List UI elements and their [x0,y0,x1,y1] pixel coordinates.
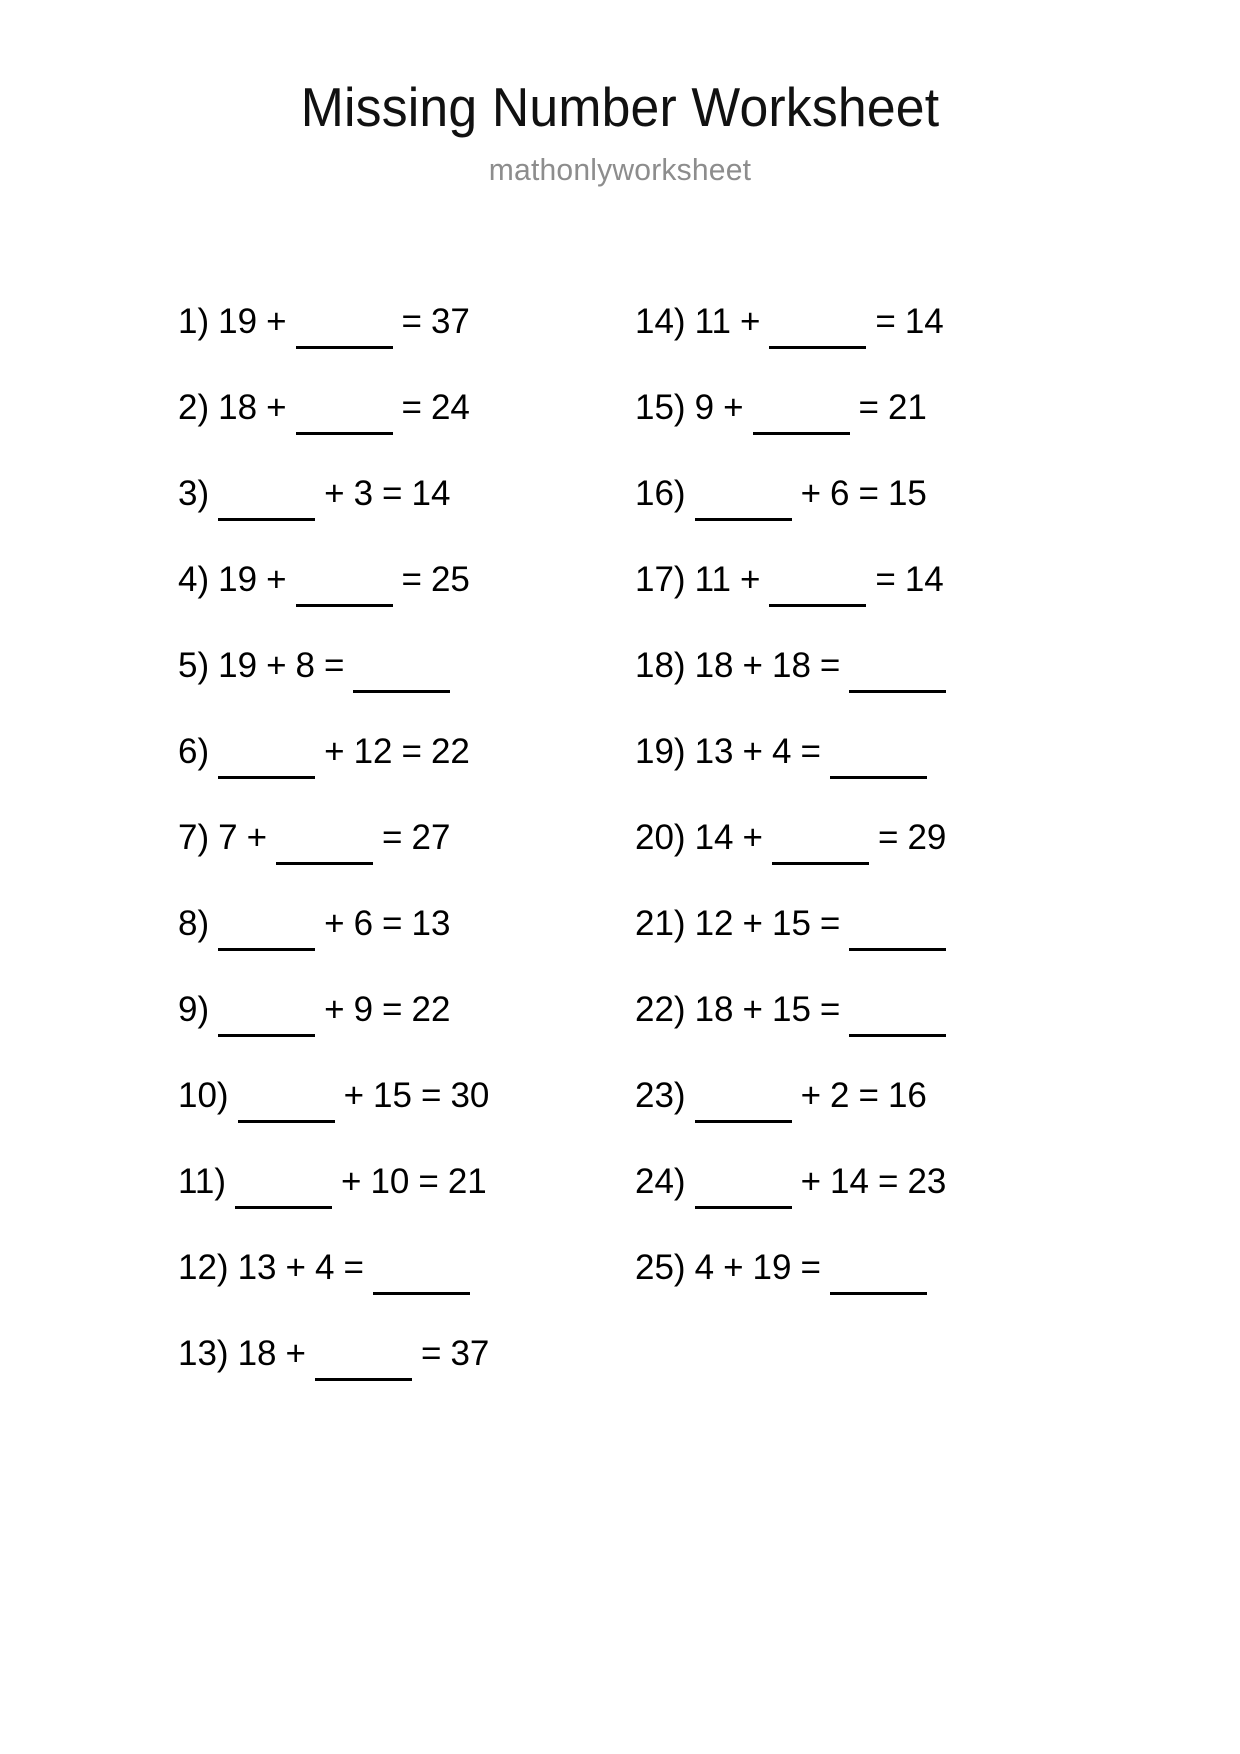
plus-operator: + [800,474,822,513]
problem-row [178,816,628,902]
equals-operator: = [819,646,841,685]
answer-blank[interactable] [218,1000,315,1037]
equals-operator: = [819,990,841,1029]
second-operand: 19 [752,1248,792,1287]
equals-operator: = [800,1248,821,1287]
second-operand: 14 [830,1162,869,1201]
problem-row [178,1160,628,1246]
equals-operator: = [401,732,422,771]
equals-operator: = [418,1162,439,1201]
second-operand: 12 [353,732,393,771]
first-operand: 4 [694,1248,715,1287]
problem-number: 18) [635,646,686,685]
problem-row [178,558,628,644]
problem-number: 25) [635,1248,686,1287]
answer-blank[interactable] [238,1086,335,1123]
problem-row [178,902,628,988]
problem-number: 11) [178,1162,226,1201]
problem-number: 12) [178,1248,229,1287]
result-value: 15 [887,474,927,513]
plus-operator: + [800,1076,822,1115]
answer-blank[interactable] [296,312,393,349]
problem-number: 4) [178,560,210,599]
second-operand: 10 [370,1162,410,1201]
page-subtitle: mathonlyworksheet [488,152,752,188]
result-value: 24 [430,388,470,427]
problem-number: 6) [178,732,210,771]
problem-row [635,1246,1095,1332]
plus-operator: + [266,646,287,685]
answer-blank[interactable] [830,1258,927,1295]
equals-operator: = [401,388,422,427]
result-value: 16 [887,1076,927,1115]
problem-row [178,730,628,816]
result-value: 22 [411,990,451,1029]
first-operand: 19 [218,302,258,341]
second-operand: 9 [353,990,374,1029]
plus-operator: + [742,646,763,685]
plus-operator: + [723,1248,744,1287]
answer-blank[interactable] [849,656,946,693]
problem-grid [0,300,1240,1418]
result-value: 13 [411,904,451,943]
problem-number: 19) [635,732,686,771]
answer-blank[interactable] [769,570,866,607]
equals-operator: = [420,1076,442,1115]
plus-operator: + [246,818,268,857]
plus-operator: + [739,302,761,341]
equals-operator: = [877,818,899,857]
result-value: 29 [907,818,947,857]
answer-blank[interactable] [276,828,373,865]
problem-number: 3) [178,474,210,513]
answer-blank[interactable] [695,484,792,521]
problem-row [635,300,1095,386]
result-value: 14 [411,474,451,513]
second-operand: 4 [314,1248,335,1287]
first-operand: 11 [694,302,731,341]
equals-operator: = [382,474,403,513]
second-operand: 18 [771,646,811,685]
result-value: 14 [904,560,944,599]
problem-number: 22) [635,990,686,1029]
answer-blank[interactable] [772,828,869,865]
equals-operator: = [875,560,896,599]
first-operand: 14 [694,818,734,857]
second-operand: 15 [373,1076,412,1115]
plus-operator: + [341,1162,362,1201]
plus-operator: + [266,302,287,341]
first-operand: 12 [694,904,734,943]
plus-operator: + [742,904,763,943]
second-operand: 2 [830,1076,850,1115]
result-value: 21 [887,388,927,427]
second-operand: 6 [830,474,850,513]
result-value: 23 [907,1162,947,1201]
first-operand: 13 [694,732,734,771]
plus-operator: + [742,818,763,857]
problem-number: 16) [635,474,686,513]
first-operand: 7 [218,818,238,857]
equals-operator: = [877,1162,899,1201]
equals-operator: = [382,818,403,857]
problem-row [635,1160,1095,1246]
worksheet-header [0,0,1240,187]
equals-operator: = [401,302,422,341]
plus-operator: + [266,560,287,599]
problem-column-right [635,300,1095,1332]
problem-row [635,558,1095,644]
problem-number: 9) [178,990,210,1029]
page-title: Missing Number Worksheet [300,76,940,138]
answer-blank[interactable] [849,1000,946,1037]
plus-operator: + [739,560,761,599]
problem-row [178,300,628,386]
problem-number: 2) [178,388,210,427]
result-value: 37 [450,1334,490,1373]
first-operand: 11 [694,560,731,599]
equals-operator: = [858,1076,879,1115]
second-operand: 15 [771,990,811,1029]
problem-number: 7) [178,818,210,857]
problem-number: 24) [635,1162,686,1201]
problem-row [635,644,1095,730]
problem-number: 21) [635,904,686,943]
plus-operator: + [324,990,345,1029]
problem-row [635,816,1095,902]
plus-operator: + [742,732,763,771]
problem-row [178,1246,628,1332]
equals-operator: = [858,388,879,427]
answer-blank[interactable] [218,484,315,521]
answer-blank[interactable] [218,914,315,951]
problem-number: 20) [635,818,686,857]
plus-operator: + [343,1076,365,1115]
second-operand: 3 [353,474,374,513]
problem-row [635,988,1095,1074]
problem-row [178,1332,628,1418]
problem-number: 17) [635,560,686,599]
problem-row [635,902,1095,988]
plus-operator: + [723,388,744,427]
problem-number: 13) [178,1334,229,1373]
first-operand: 18 [694,990,734,1029]
answer-blank[interactable] [296,398,393,435]
answer-blank[interactable] [315,1344,412,1381]
problem-row [635,1074,1095,1160]
second-operand: 8 [295,646,315,685]
answer-blank[interactable] [296,570,393,607]
problem-number: 15) [635,388,686,427]
first-operand: 18 [218,388,258,427]
result-value: 22 [430,732,470,771]
problem-number: 1) [178,302,210,341]
problem-row [178,1074,628,1160]
answer-blank[interactable] [769,312,866,349]
result-value: 30 [450,1076,490,1115]
plus-operator: + [742,990,763,1029]
answer-blank[interactable] [830,742,927,779]
equals-operator: = [875,302,896,341]
equals-operator: = [382,990,403,1029]
problem-column-left [178,300,628,1418]
problem-row [178,472,628,558]
answer-blank[interactable] [353,656,450,693]
plus-operator: + [324,474,345,513]
answer-blank[interactable] [695,1086,792,1123]
problem-number: 23) [635,1076,686,1115]
problem-row [635,472,1095,558]
problem-row [178,988,628,1074]
second-operand: 4 [771,732,792,771]
answer-blank[interactable] [695,1172,792,1209]
first-operand: 19 [218,646,258,685]
plus-operator: + [285,1334,306,1373]
problem-row [635,386,1095,472]
result-value: 37 [430,302,470,341]
answer-blank[interactable] [753,398,850,435]
equals-operator: = [819,904,841,943]
plus-operator: + [800,1162,822,1201]
answer-blank[interactable] [235,1172,332,1209]
problem-number: 10) [178,1076,229,1115]
answer-blank[interactable] [218,742,315,779]
problem-row [178,644,628,730]
result-value: 14 [904,302,944,341]
problem-row [635,730,1095,816]
plus-operator: + [324,904,345,943]
equals-operator: = [401,560,422,599]
equals-operator: = [323,646,345,685]
result-value: 27 [411,818,451,857]
plus-operator: + [324,732,345,771]
second-operand: 6 [353,904,374,943]
result-value: 21 [447,1162,487,1201]
plus-operator: + [285,1248,306,1287]
equals-operator: = [420,1334,442,1373]
first-operand: 9 [694,388,715,427]
equals-operator: = [800,732,821,771]
first-operand: 13 [237,1248,277,1287]
problem-number: 14) [635,302,686,341]
problem-row [178,386,628,472]
answer-blank[interactable] [849,914,946,951]
problem-number: 5) [178,646,210,685]
answer-blank[interactable] [373,1258,470,1295]
second-operand: 15 [771,904,811,943]
first-operand: 18 [237,1334,277,1373]
equals-operator: = [343,1248,364,1287]
equals-operator: = [382,904,403,943]
first-operand: 18 [694,646,734,685]
first-operand: 19 [218,560,258,599]
plus-operator: + [266,388,287,427]
problem-number: 8) [178,904,210,943]
result-value: 25 [430,560,470,599]
equals-operator: = [858,474,879,513]
